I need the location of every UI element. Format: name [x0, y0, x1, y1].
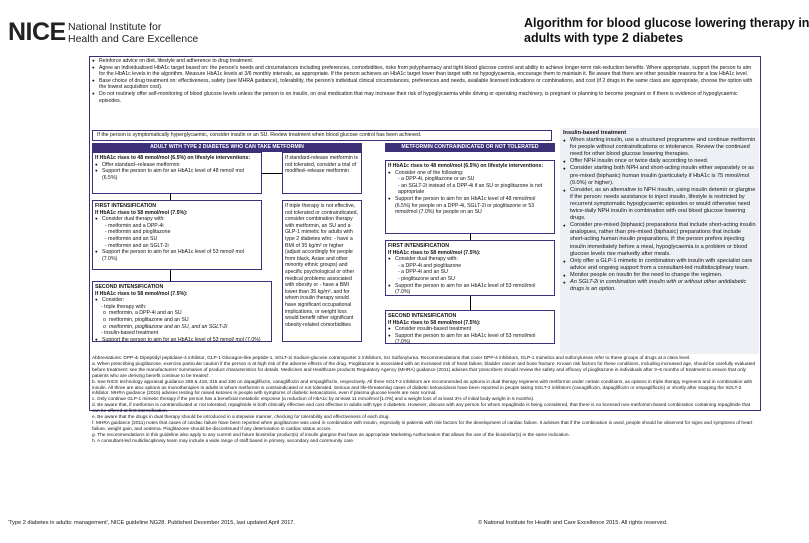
intro-bullet: ● Do not routinely offer self-monitoring of blood glucose levels unless the person is on insulin, on oral medication that may increase their risk of hypoglycaemia while driving or operating machinery, is pregnant or planning to become pregnant or if there is evidence of hypoglycaemic episodes. — [92, 91, 758, 104]
intro-bullet: ● Agree an individualised HbA1c target based on: the person's needs and circumstances including preferences, comorbidities, risks from polypharmacy and tight blood glucose control and ability to achieve longer-term risk-reduction benefits. Where appropriate, support the person to aim for the HbA1c levels in the algorithm. Measure HbA1c levels at 3/6 monthly intervals, as appropriate. If the person achieves an HbA1c target lower than target with no hypoglycaemia, encourage them to maintain it. Be aware that there are other possible reasons for a low HbA1c level. — [92, 65, 758, 78]
footnote: h. A consultant-led multidisciplinary team may include a wide range of staff based in primary, secondary and community care. — [92, 438, 355, 444]
insulin-item: ● Monitor people on insulin for the need to change the regimen. — [563, 272, 756, 279]
right-initial-box — [385, 160, 555, 234]
left-second-option: o metformin, pioglitazone and an SU, and an SGLT-2i — [95, 324, 269, 331]
right-initial-option: - an SGLT-2i instead of a DPP-4i if an SU or pioglitazone is not appropriate — [398, 182, 543, 196]
title-line-2: adults with type 2 diabetes — [524, 31, 684, 45]
left-first-consider: ● Consider dual therapy with: — [95, 216, 259, 223]
left-second-title: If HbA1c rises to 58 mmol/mol (7.5%): — [95, 290, 188, 297]
left-initial-item: ● Offer standard–release metformin — [95, 162, 259, 169]
left-first-title: If HbA1c rises to 58 mmol/mol (7.5%): — [95, 209, 188, 216]
left-initial-item: ● Support the person to aim for an HbA1c level of 48 mmol/ mol (6.5%) — [95, 168, 259, 181]
modified-release-note: If standard-release metformin is not tolerated, consider a trial of modified–release metformin — [282, 152, 362, 194]
left-second-consider: ● Consider: — [95, 297, 269, 304]
logo-line-2: Health and Care Excellence — [68, 33, 199, 45]
left-first-intensification — [92, 200, 262, 270]
left-second-support: ● Support the person to aim for an HbA1c level of 53 mmol/ mol (7.0%) — [95, 337, 269, 344]
flow-arrow — [170, 270, 171, 281]
logo-line-1: National Institute for — [68, 21, 162, 33]
right-second-item: ● Support the person to aim for an HbA1c level of 53 mmol/mol (7.0%) — [388, 333, 552, 346]
footnote: g. The recommendations in this guideline also apply to any current and future biosimilar product(s) of insulin glargine that have an appropriate Marketing Authorisation that allows the use of the biosimilar(s) in the same indication. — [92, 432, 570, 438]
insulin-item: ● An SGLT-2i in combination with insulin with or without other antidiabetic drugs is an option. — [563, 279, 756, 293]
flow-arrow — [262, 173, 282, 174]
left-second-heading: SECOND INTENSIFICATION — [95, 284, 164, 290]
flow-arrow — [470, 234, 471, 240]
footer-copyright: © National Institute for Health and Care Excellence 2015. All rights reserved. — [478, 520, 668, 526]
insulin-item: ● Consider, as an alternative to NPH insulin, using insulin detemir or glargine if the person: needs assistance to inject insulin, lifestyle is restricted by recurrent symptomatic hypoglycaemic episodes or would otherwise need twice-daily NPH insulin in combination with oral blood glucose lowering drugs. — [563, 187, 756, 222]
insulin-item: ● Consider pre-mixed (biphasic) preparations that include short-acting insulin analogues, rather than pre-mixed (biphasic) preparations that include short-acting human insulin preparations, if: the person prefers injecting insulin immediately before a meal, hypoglycaemia is a problem or blood glucose levels rise markedly after meals. — [563, 222, 756, 257]
insulin-item: ● When starting insulin, use a structured programme and continue metformin for people without contraindications or intolerance. Review the continued need for other blood glucose lowering therapies. — [563, 137, 756, 158]
title-line-1: Algorithm for blood glucose lowering therapy in — [524, 16, 809, 30]
left-second-option: o metformin, pioglitazone and an SU — [95, 317, 269, 324]
right-first-option: - a DPP-4i and pioglitazone — [398, 262, 462, 269]
right-first-support: ● Support the person to aim for an HbA1c level of 53 mmol/mol (7.0%) — [388, 283, 552, 296]
left-first-option: - metformin and an SU — [105, 235, 158, 242]
right-first-intensification — [385, 240, 555, 296]
left-second-insulin: - insulin-based treatment — [101, 330, 159, 337]
footer-citation: 'Type 2 diabetes in adults: management', NICE guideline NG28. Published December 2015, last updated April 2017. — [8, 520, 295, 526]
right-first-option: - pioglitazone and an SU — [398, 275, 455, 282]
left-first-support: ● Support the person to aim for an HbA1c level of 53 mmol/ mol (7.0%) — [95, 249, 259, 262]
left-initial-title: If HbA1c rises to 48 mmol/mol (6.5%) on lifestyle interventions: — [95, 155, 251, 161]
left-first-heading: FIRST INTENSIFICATION — [95, 203, 156, 209]
nice-logo — [8, 18, 208, 48]
insulin-item: ● Only offer a GLP-1 mimetic in combination with insulin with specialist care advice and ongoing support from a consultant-led multidisciplinary team. — [563, 258, 756, 272]
flow-arrow — [170, 194, 171, 200]
right-second-heading: SECOND INTENSIFICATION — [388, 313, 457, 319]
footnote: c. Only continue GLP-1 mimetic therapy if the person has a beneficial metabolic response (a reduction of HbA1c by at least 11 mmol/mol [1.0%] and a weight loss of at least 3% of initial body weight in 6 months). — [92, 397, 535, 403]
left-first-option: - metformin and pioglitazone — [105, 229, 171, 236]
right-initial-title: If HbA1c rises to 48 mmol/mol (6.5%) on lifestyle interventions: — [388, 163, 544, 169]
right-initial-consider: ● Consider one of the following: — [388, 170, 552, 177]
abbreviations: Abbreviations: DPP-4i Dipeptidyl peptidase-4 inhibitor, GLP-1 Glucagon-like peptide-1, SGLT-2i Sodium-glucose cotransporter 2 inhibitors, SU Sulfonylurea. Recommendations that cover DPP-4 inhibitors, GLP-1 mimetics and sulfonylureas refer to these groups of drugs at a class level. — [92, 356, 691, 361]
page-title — [524, 16, 809, 46]
left-first-option: - metformin and an SGLT-2i — [105, 242, 169, 249]
right-second-title: If HbA1c rises to 58 mmol/mol (7.5%): — [388, 319, 481, 326]
intro-bullet: ● Reinforce advice on diet, lifestyle and adherence to drug treatment. — [92, 58, 758, 65]
right-first-title: If HbA1c rises to 58 mmol/mol (7.5%): — [388, 249, 481, 256]
flow-arrow — [470, 296, 471, 310]
left-column-header: ADULT WITH TYPE 2 DIABETES WHO CAN TAKE METFORMIN — [92, 143, 362, 152]
right-first-option: - a DPP-4i and an SU — [398, 269, 448, 276]
intro-bullets — [92, 58, 758, 104]
insulin-item: ● Offer NPH insulin once or twice daily according to need. — [563, 158, 756, 165]
footnote: b. See NICE technology appraisal guidance 288 & 418, 315 and 336 on dapagliflozin, canagliflozin and empagliflozin, respectively. All three SGLT-2 inhibitors are recommended as options in dual therapy regimens with metformin under certain conditions, as options in triple therapy regimens and in combination with insulin. All three are also options as monotherapies in adults in whom metformin is contraindicated or not tolerated. Serious and life-threatening cases of diabetic ketoacidosis have been reported in people taking SGLT-2 inhibitors (canagliflozin, dapagliflozin or empagliflozin) or shortly after stopping the SGLT-2 inhibitor. MHRA guidance (2015) advises testing for raised ketones in people with symptoms of diabetic ketoacidosis, even if plasma glucose levels are near normal. — [92, 379, 753, 397]
right-second-intensification — [385, 310, 555, 344]
footnote: d. Be aware that, if metformin is contraindicated or not tolerated, repaglinide is both clinically effective and cost effective in adults with type 2 diabetes. However, discuss with any person for whom repaglinide is being considered, that there is no licensed non-metformin-based combination containing repaglinide that can be offered at first intensification. — [92, 403, 751, 415]
insulin-item: ● Consider starting both NPH and short-acting insulin either separately or as pre-mixed (biphasic) human insulin (particularly if HbA1c is 75 mmol/mol (9.0%) or higher). — [563, 165, 756, 186]
left-second-intensification — [92, 281, 272, 342]
right-column-header: METFORMIN CONTRAINDICATED OR NOT TOLERATED — [385, 143, 555, 152]
logo-text: NICE — [8, 18, 66, 46]
left-initial-box — [92, 152, 262, 194]
right-first-consider: ● Consider dual therapy with: — [388, 256, 552, 263]
right-first-heading: FIRST INTENSIFICATION — [388, 243, 449, 249]
left-first-option: - metformin and a DPP-4i — [105, 222, 164, 229]
symptomatic-note: If the person is symptomatically hyperglycaemic, consider insulin or an SU. Review treatment when blood glucose control has been achieved. — [92, 130, 552, 141]
right-second-item: ● Consider insulin-based treatment — [388, 326, 552, 333]
right-initial-option: - a DPP-4i, pioglitazone or an SU — [398, 176, 475, 183]
right-initial-support: ● Support the person to aim for an HbA1c level of 48 mmol/mol (6.5%) for people on a DPP-4i, SGLT-2i or pioglitazone or 53 mmol/mol (7.0%) for people on an SU — [388, 196, 552, 216]
footnote: f. MHRA guidance (2011) notes that cases of cardiac failure have been reported when pioglitazone was used in combination with insulin, especially in patients with risk factors for the development of cardiac failure. It advises that if the combination is used, people should be observed for signs and symptoms of heart failure, weight gain, and oedema. Pioglitazone should be discontinued if any deterioration in cardiac status occurs. — [92, 420, 753, 432]
glp1-note: If triple therapy is not effective, not tolerated or contraindicated, consider combination therapy with metformin, an SU and a GLP-1 mimetic for adults with type 2 diabetes who: - have a BMI of 35 kg/m² or higher (adjust accordingly for people from black, Asian and other minority ethnic groups) and specific psychological or other medical problems associated with obesity or - have a BMI lower than 35 kg/m², and for whom insulin therapy would have significant occupational implications, or weight loss would benefit other significant obesity-related comorbidities — [282, 200, 362, 342]
left-second-triple: - triple therapy with: — [101, 303, 147, 310]
footnotes — [92, 356, 758, 445]
footnote: e. Be aware that the drugs in dual therapy should be introduced in a stepwise manner, checking for tolerability and effectiveness of each drug. — [92, 415, 390, 421]
insulin-panel-heading: Insulin-based treatment — [563, 130, 627, 136]
insulin-panel — [560, 128, 759, 354]
left-second-option: o metformin, a DPP-4i and an SU — [95, 310, 269, 317]
footnote: a. When prescribing pioglitazone, exercise particular caution if the person is at high risk of the adverse effects of the drug. Pioglitazone is associated with an increased risk of heart failure, bladder cancer and bone fracture. Known risk factors for these conditions, including increased age, should be carefully evaluated before treatment: see the manufacturers' summaries of product characteristics for details. Medicines and Healthcare products Regulatory Agency (MHRA) guidance (2011) advises that 'prescribers should review the safety and efficacy of pioglitazone in individuals after 3–6 months of treatment to ensure that only patients who are deriving benefit continue to be treated'. — [92, 361, 756, 379]
intro-bullet: ● Base choice of drug treatment on: effectiveness, safety (see MHRA guidance), tolerability, the person's individual clinical circumstances, preferences and needs, available licensed indications or combinations, and cost (if 2 drugs in the same class are appropriate, choose the option with the lowest acquisition cost). — [92, 78, 758, 91]
